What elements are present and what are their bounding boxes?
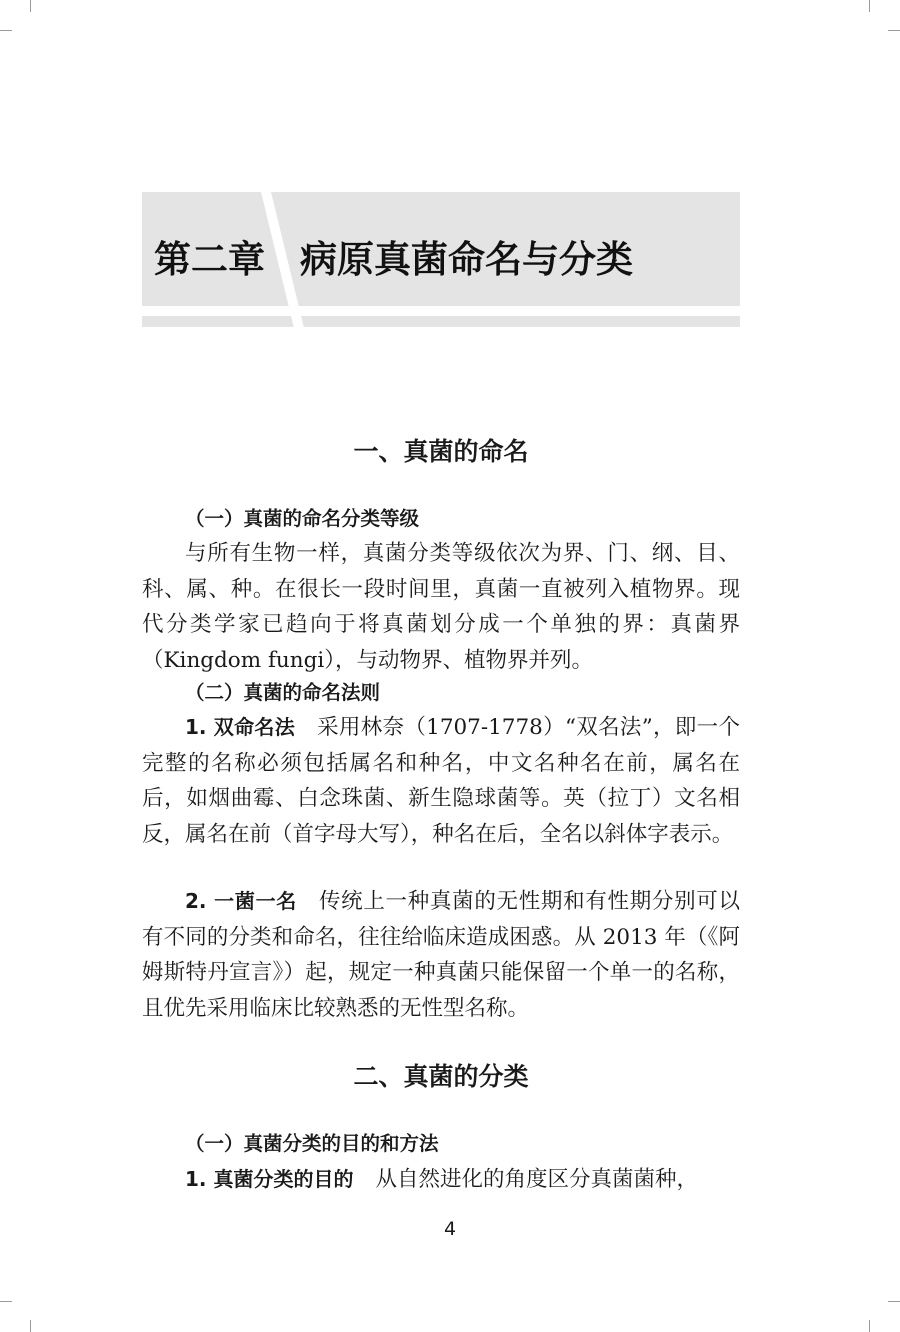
paragraph bbox=[142, 710, 740, 852]
paragraph-text: 传统上一种真菌的无性期和有性期分别可以有不同的分类和命名，往往给临床造成困惑。从 2013 年（《阿姆斯特丹宣言》）起，规定一种真菌只能保留一个单一的名称，且优先采用临床比较熟悉的无性型名称。 bbox=[142, 889, 740, 1021]
paragraph-lead: 1. 双命名法 bbox=[185, 715, 296, 739]
section-heading: 二、真菌的分类 bbox=[353, 1062, 529, 1091]
paragraph bbox=[142, 884, 740, 1026]
crop-mark bbox=[0, 30, 12, 31]
paragraph-lead: 2. 一菌一名 bbox=[185, 889, 297, 913]
crop-mark bbox=[888, 1301, 900, 1302]
crop-mark bbox=[30, 1320, 31, 1332]
page-number: 4 bbox=[443, 1218, 457, 1240]
paragraph bbox=[142, 1162, 740, 1198]
crop-mark bbox=[869, 0, 870, 12]
subsection-heading: （一）真菌分类的目的和方法 bbox=[185, 1132, 439, 1155]
paragraph-text: 采用林奈（1707-1778）“双名法”，即一个完整的名称必须包括属名和种名，中文名种名在前，属名在后，如烟曲霉、白念珠菌、新生隐球菌等。英（拉丁）文名相反，属名在前（首字母大写），种名在后，全名以斜体字表示。 bbox=[142, 715, 740, 847]
crop-mark bbox=[30, 0, 31, 12]
chapter-banner bbox=[142, 192, 740, 328]
chapter-number: 第二章 bbox=[154, 238, 265, 281]
chapter-name: 病原真菌命名与分类 bbox=[300, 238, 633, 281]
paragraph-text: 从自然进化的角度区分真菌菌种， bbox=[375, 1167, 698, 1192]
paragraph-lead: 1. 真菌分类的目的 bbox=[185, 1167, 354, 1191]
crop-mark bbox=[888, 30, 900, 31]
paragraph bbox=[142, 536, 740, 678]
crop-mark bbox=[869, 1320, 870, 1332]
crop-mark bbox=[0, 1301, 12, 1302]
chapter-title bbox=[154, 232, 633, 288]
section-heading: 一、真菌的命名 bbox=[353, 437, 529, 466]
paragraph-text: 与所有生物一样，真菌分类等级依次为界、门、纲、目、科、属、种。在很长一段时间里，真菌一直被列入植物界。现代分类学家已趋向于将真菌划分成一个单独的界：真菌界（Kingdom fungi），与动物界、植物界并列。 bbox=[142, 541, 740, 673]
subsection-heading: （二）真菌的命名法则 bbox=[185, 681, 381, 704]
subsection-heading: （一）真菌的命名分类等级 bbox=[185, 507, 420, 530]
